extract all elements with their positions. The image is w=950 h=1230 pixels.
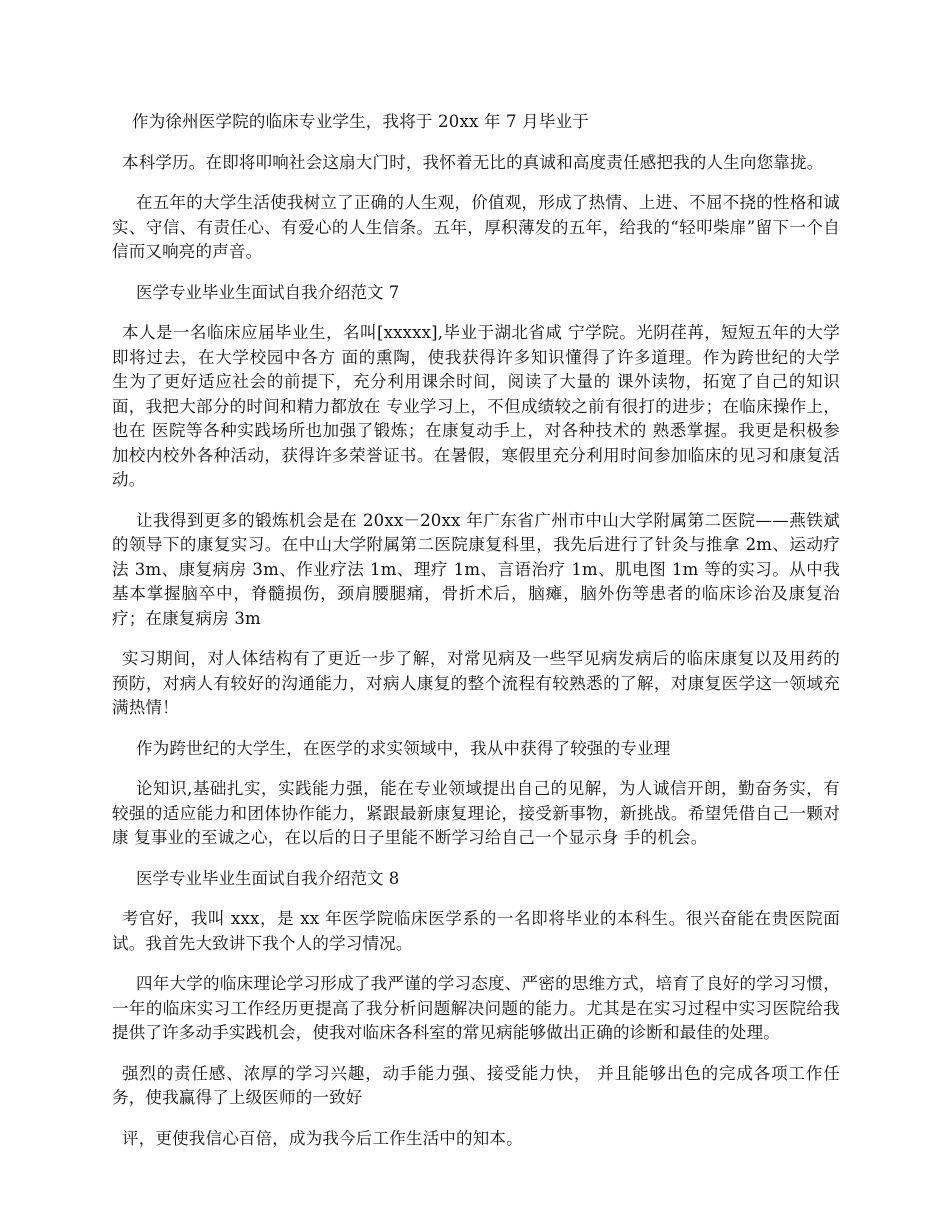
section-heading-7: 医学专业毕业生面试自我介绍范文 7 xyxy=(136,282,400,302)
paragraph-7: 实习期间，对人体结构有了更近一步了解，对常见病及一些罕见病发病后的临床康复以及用药的预防，对病人有较好的沟通能力，对病人康复的整个流程有较熟悉的了解，对康复医学这一领域充满热情！ xyxy=(112,649,840,717)
paragraph-3: 在五年的大学生活使我树立了正确的人生观，价值观，形成了热情、上进、不屈不挠的性格和诚实、守信、有责任心、有爱心的人生信条。五年，厚积薄发的五年，给我的“轻叩柴扉”留下一个自信而又响亮的声音。 xyxy=(112,193,840,261)
paragraph-12: 四年大学的临床理论学习形成了我严谨的学习态度、严密的思维方式，培育了良好的学习习惯，一年的临床实习工作经历更提高了我分析问题解决问题的能力。尤其是在实习过程中实习医院给我提供了许多动手实践机会，使我对临床各科室的常见病能够做出正确的诊断和最佳的处理。 xyxy=(112,974,840,1042)
paragraph-13: 强烈的责任感、浓厚的学习兴趣，动手能力强、接受能力快， 并且能够出色的完成各项工作任务，使我赢得了上级医师的一致好 xyxy=(112,1063,840,1107)
paragraph-6: 让我得到更多的锻炼机会是在 20xx－20xx 年广东省广州市中山大学附属第二医院——燕铁斌的领导下的康复实习。在中山大学附属第二医院康复科里，我先后进行了针灸与推拿 2m、运动疗法 3m、康复病房 3m、作业疗法 1m、理疗 1m、言语治疗 1m、肌电图 1m 等的实习。从中我基本掌握脑卒中，脊髓损伤，颈肩腰腿痛，骨折术后，脑瘫，脑外伤等患者的临床诊治及康复治疗；在康复病房 3m xyxy=(112,510,840,628)
paragraph-11: 考官好，我叫 xxx，是 xx 年医学院临床医学系的一名即将毕业的本科生。很兴奋能在贵医院面试。我首先大致讲下我个人的学习情况。 xyxy=(112,909,840,953)
section-heading-8: 医学专业毕业生面试自我介绍范文 8 xyxy=(136,868,400,888)
paragraph-1: 作为徐州医学院的临床专业学生，我将于 20xx 年 7 月毕业于 xyxy=(132,112,589,131)
paragraph-2: 本科学历。在即将叩响社会这扇大门时，我怀着无比的真诚和高度责任感把我的人生向您靠拢。 xyxy=(122,152,824,172)
paragraph-5: 本人是一名临床应届毕业生，名叫[xxxxx],毕业于湖北省咸 宁学院。光阴荏苒，短短五年的大学即将过去，在大学校园中各方 面的熏陶，使我获得许多知识懂得了许多道理。作为跨世纪的大学 生为了更好适应社会的前提下，充分利用课余时间，阅读了大量的 课外读物，拓宽了自己的知识面，我把大部分的时间和精力都放在 专业学习上，不但成绩较之前有很打的进步；在临床操作上，也在 医院等各种实践场所也加强了锻炼；在康复动手上，对各种技术的 熟悉掌握。我更是积极参加校内校外各种活动，获得许多荣誉证书。在暑假，寒假里充分利用时间参加临床的见习和康复活动。 xyxy=(112,323,840,489)
paragraph-8: 作为跨世纪的大学生，在医学的求实领域中，我从中获得了较强的专业理 xyxy=(136,738,671,758)
document-page xyxy=(112,110,840,1167)
paragraph-14: 评，更使我信心百倍，成为我今后工作生活中的知本。 xyxy=(122,1128,523,1148)
paragraph-9: 论知识,基础扎实，实践能力强，能在专业领域提出自己的见解，为人诚信开朗，勤奋务实，有较强的适应能力和团体协作能力，紧跟最新康复理论，接受新事物，新挑战。希望凭借自己一颗对康 复事业的至诚之心，在以后的日子里能不断学习给自己一个显示身 手的机会。 xyxy=(112,779,840,847)
